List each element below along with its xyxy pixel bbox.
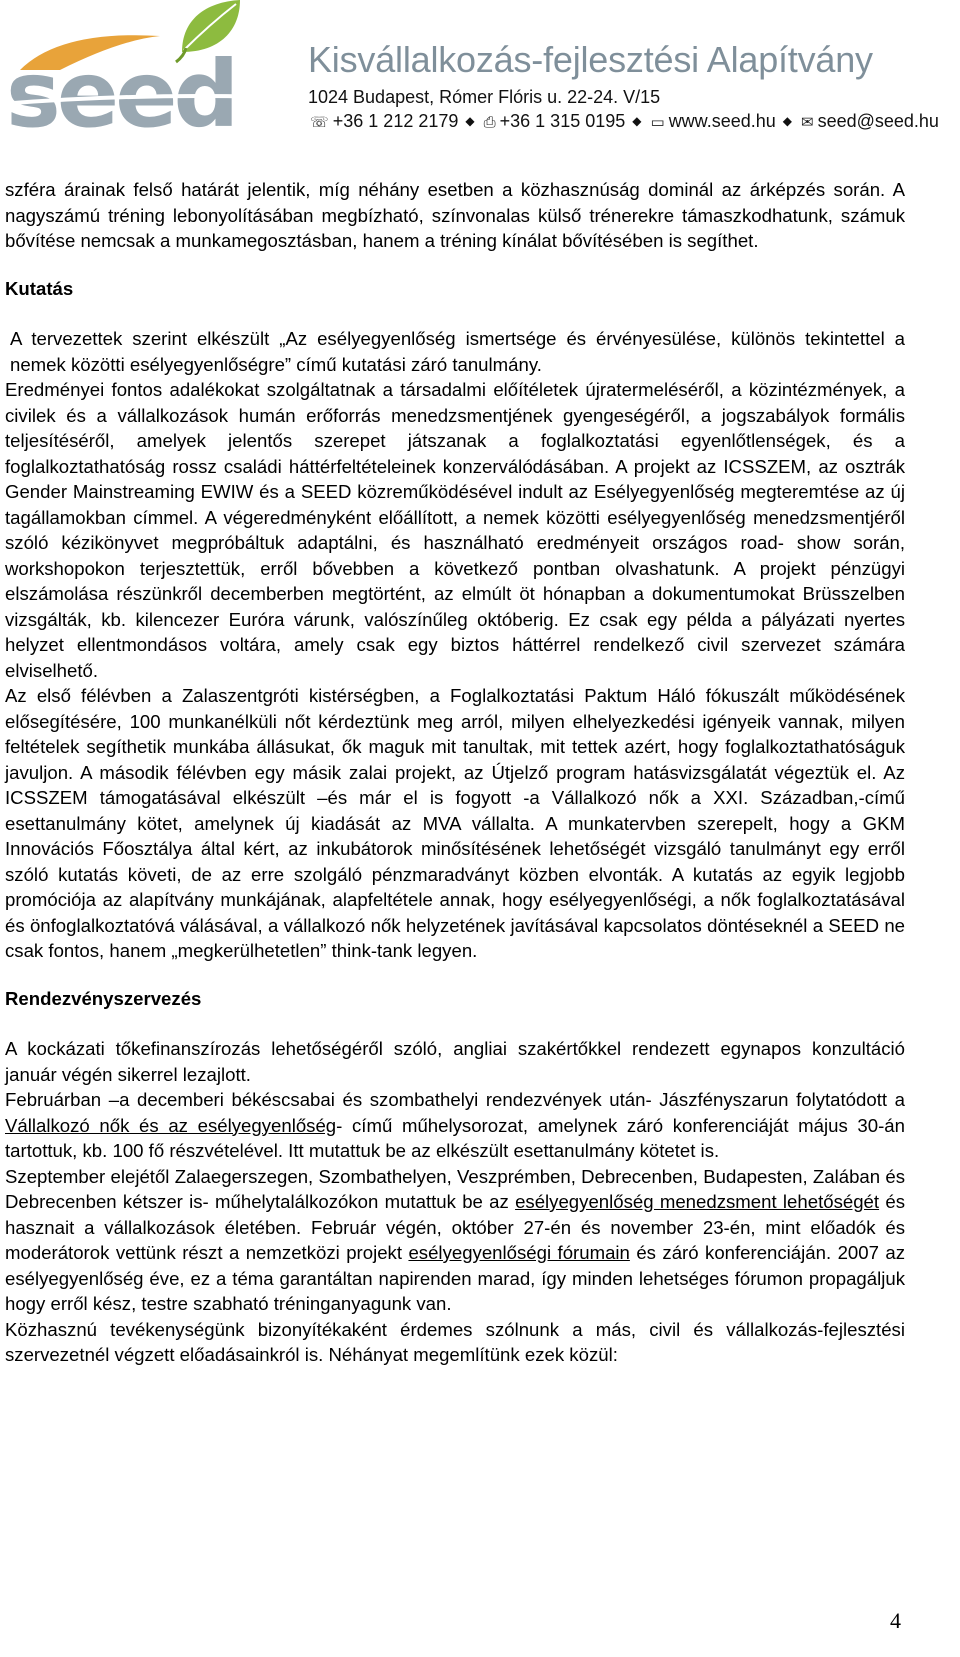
page-number: 4: [890, 1608, 901, 1633]
rendezveny-paragraph-2: [5, 1087, 905, 1164]
underlined-phrase: esélyegyenlőségi fórumain: [408, 1242, 630, 1263]
section-heading-kutatas: Kutatás: [5, 277, 74, 299]
kutatas-paragraph-2: Eredményei fontos adalékokat szolgáltatnak a társadalmi előítéletek újratermeléséről, a közintézmények, a civilek és a vállalkozások humán erőforrás menedzsmentjének gyengeségéről, a jogszabályok formális teljesítéséről, amelyek jelentős szerepet játszanak a foglalkoztatási egyenlőtlenségek, és a foglalkoztathatóság rossz családi háttérfeltételeinek konzerválódásában. A projekt az ICSSZEM, az osztrák Gender Mainstreaming EWIW és a SEED közreműködésével indult az Esélyegyenlőség megteremtése az új tagállamokban címmel. A végeredményként előállított, a nemek közötti esélyegyenlőség menedzsmentjéről szóló kézikönyvet megpróbáltuk adaptálni, és használható eredményeit országos road- show során, workshopokon terjesztettük, erről bővebben a következő pontban olvashatunk. A projekt pénzügyi elszámolása részünkről decemberben megtörtént, az elmúlt öt hónapban a dokumentumokat Brüsszelben vizsgálták, kb. kilencezer Euróra várunk, valószínűleg októberig. Ez csak egy példa a pályázati nyertes helyzet ellentmondásos voltára, amely csak egy biztos háttérrel rendelkező civil szervezet számára elviselhető.: [5, 379, 905, 681]
email-link[interactable]: seed@seed.hu: [817, 111, 939, 131]
kutatas-paragraph-1: A tervezettek szerint elkészült „Az esélyegyenlőség ismertsége és érvényesülése, különös tekintettel a nemek közötti esélyegyenlőségre” című kutatási záró tanulmány.: [10, 328, 905, 375]
phone-number: +36 1 212 2179: [332, 111, 459, 131]
website-link[interactable]: www.seed.hu: [668, 111, 776, 131]
text-run: - című műhelysorozat, amelynek záró konferenciáját május 30-án tartottuk, kb. 100 fő részvételével. Itt mutattuk be az elkészült esettanulmány kötetet is.: [5, 1114, 905, 1161]
underlined-phrase: esélyegyenlőség menedzsment lehetőségét: [515, 1191, 880, 1212]
email-icon: ✉: [800, 113, 814, 131]
org-address: 1024 Budapest, Rómer Flóris u. 22-24. V/15: [308, 87, 661, 107]
text-run: Szeptember elejétől Zalaegerszegen, Szombathelyen, Veszprémben, Debrecenben, Budapesten, Zalában és Debrecenben kétszer is- műhelytalálkozókon mutattuk be az: [5, 1165, 905, 1212]
phone-icon: ☏: [310, 113, 329, 131]
computer-icon: ▭: [650, 113, 665, 131]
separator-diamond: ◆: [465, 114, 475, 128]
text-run: és hasznait a vállalkozások életében. Február végén, október 27-én és november 23-én, mint előadók és moderátorok vettünk részt a nemzetközi projekt: [5, 1191, 905, 1263]
text-run: és záró konferenciáján. 2007 az esélyegyenlőség éve, ez a téma garantáltan napirenden marad, így minden lehetséges fórumon propagáljuk hogy erről kész, testre szabható tréninganyagunk van.: [5, 1242, 906, 1314]
section-heading-rendezvenyszervezes: Rendezvényszervezés: [5, 987, 202, 1009]
seed-logo: [0, 0, 300, 150]
org-block: [308, 40, 958, 133]
separator-diamond: ◆: [632, 114, 642, 128]
separator-diamond: ◆: [782, 114, 792, 128]
intro-paragraph: szféra árainak felső határát jelentik, míg néhány esetben a közhasznúság dominál az árképzés során. A nagyszámú tréning lebonyolításában megbízható, színvonalas külső trénerekre támaszkodhatunk, számuk bővítése nemcsak a munkamegosztásban, hanem a tréning kínálat bővítésében is segíthet.: [5, 179, 905, 251]
fax-number: +36 1 315 0195: [499, 111, 626, 131]
kutatas-paragraph-3: Az első félévben a Zalaszentgróti kistérségben, a Foglalkoztatási Paktum Háló fókuszált működésének elősegítésére, 100 munkanélküli nőt kérdeztünk meg arról, milyen elhelyezkedési igényeik vannak, milyen feltételek segíthetik munkába állásukat, ők maguk mit tanultak, mit tettek azért, hogy foglalkoztathatóságuk javuljon. A második félévben egy másik zalai projekt, az Útjelző program hatásvizsgálatát végeztük el. Az ICSSZEM támogatásával elkészült –és már el is fogyott -a Vállalkozó nők a XXI. Században,-című esettanulmány kötet, amelynek új kiadását az MVA vállalta. A munkatervben szerepelt, hogy a GKM Innovációs Főosztálya által kért, az inkubátorok minősítésének lehetőségét vizsgáló tanulmányt egy erről szóló kutatás követi, de az erre szolgáló pénzmaradványt közben elvonták. A kutatás az egyik legjobb promóciója az alapítvány munkájának, alapfeltétele annak, hogy esélyegyenlőségi, a nők foglalkoztatásával és önfoglalkoztatóvá válásával, a vállalkozó nők helyzetének javításával kapcsolatos döntéseknél a SEED ne csak fontos, hanem „megkerülhetetlen” think-tank legyen.: [5, 685, 905, 961]
org-contact: [308, 110, 958, 133]
text-run: Februárban –a decemberi békéscsabai és szombathelyi rendezvények után- Jászfényszarun folytatódott a: [5, 1089, 905, 1110]
underlined-phrase: Vállalkozó nők és az esélyegyenlőség: [5, 1114, 337, 1136]
letterhead: [0, 0, 960, 150]
document-body: [5, 177, 905, 1368]
logo-wordmark: seed: [6, 41, 236, 148]
rendezveny-paragraph-3: [5, 1164, 905, 1317]
rendezveny-paragraph-4: Közhasznú tevékenységünk bizonyítékaként érdemes szólnunk a más, civil és vállalkozás-fejlesztési szervezetnél végzett előadásainkról is. Néhányat megemlítünk ezek közül:: [5, 1318, 905, 1365]
fax-icon: ⎙: [483, 113, 496, 131]
rendezveny-paragraph-1: A kockázati tőkefinanszírozás lehetőségéről szóló, angliai szakértőkkel rendezett egynapos konzultáció január végén sikerrel lezajlott.: [5, 1038, 905, 1085]
org-name: Kisvállalkozás-fejlesztési Alapítvány: [308, 39, 873, 80]
